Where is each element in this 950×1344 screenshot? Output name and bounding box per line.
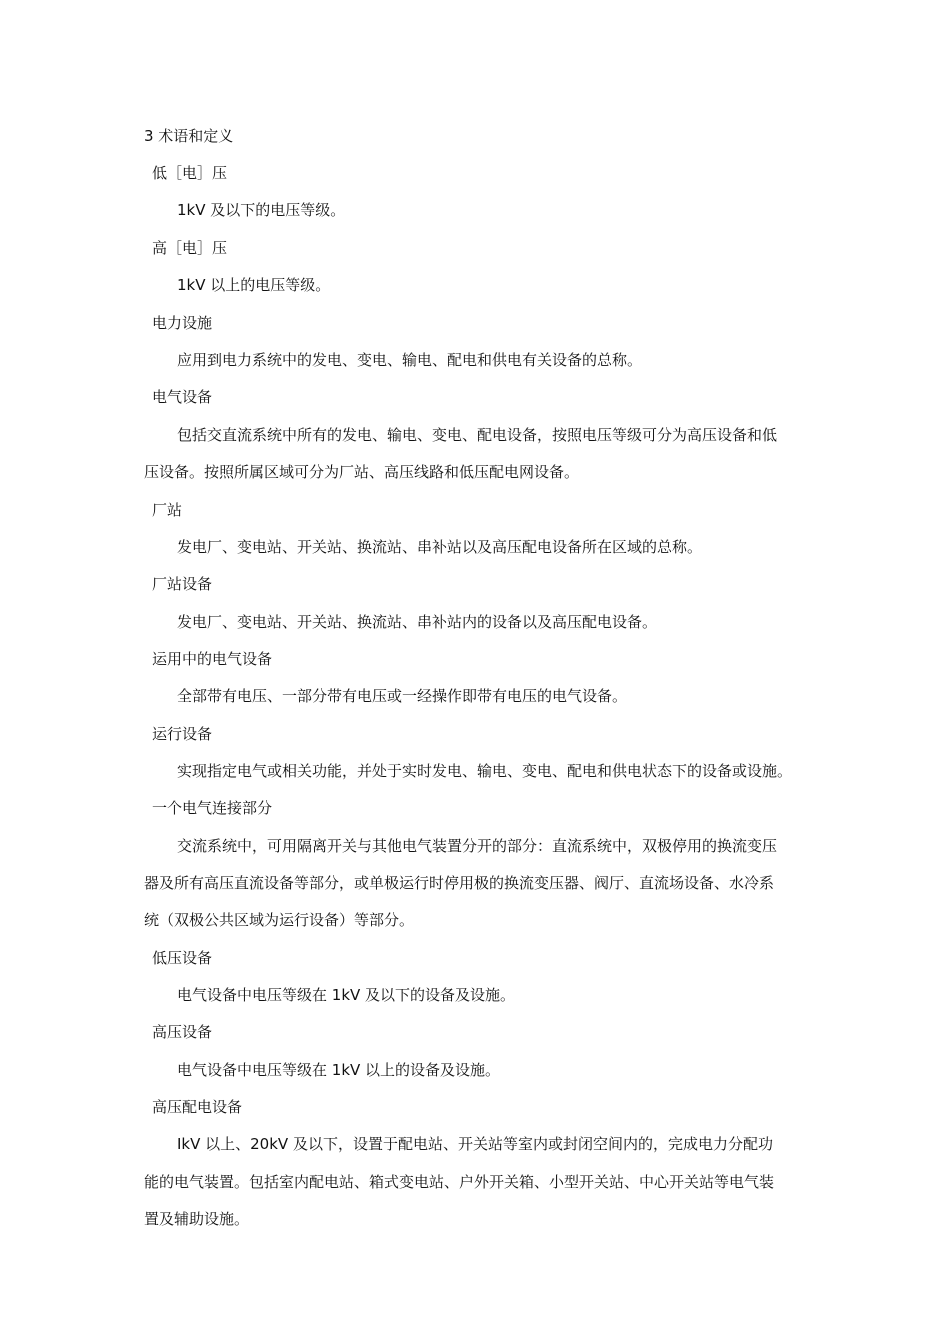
term-definition: 实现指定电气或相关功能，并处于实时发电、输电、变电、配电和供电状态下的设备或设施。 [177,762,793,780]
term-definition: 交流系统中，可用隔离开关与其他电气装置分开的部分：直流系统中，双极停用的换流变压 [177,837,778,855]
term-definition: 1kV 及以下的电压等级。 [177,201,346,219]
term-title: 一个电气连接部分 [152,799,273,817]
term-title: 高［电］压 [152,239,228,257]
term-definition: 1kV 以上的电压等级。 [177,276,331,294]
term-title: 电气设备 [152,388,213,406]
term-definition: IkV 以上、20kV 及以下，设置于配电站、开关站等室内或封闭空间内的，完成电力分配功 [177,1135,773,1153]
term-title: 厂站 [152,501,183,519]
term-definition: 发电厂、变电站、开关站、换流站、串补站内的设备以及高压配电设备。 [177,613,658,631]
term-definition: 压设备。按照所属区域可分为厂站、高压线路和低压配电网设备。 [144,463,580,481]
section-title: 3 术语和定义 [144,127,234,145]
term-definition: 统（双极公共区域为运行设备）等部分。 [144,911,415,929]
term-title: 运行设备 [152,725,213,743]
term-title: 电力设施 [152,314,213,332]
term-title: 低压设备 [152,949,213,967]
term-definition: 电气设备中电压等级在 1kV 及以下的设备及设施。 [177,986,516,1004]
term-title: 运用中的电气设备 [152,650,273,668]
term-definition: 发电厂、变电站、开关站、换流站、串补站以及高压配电设备所在区域的总称。 [177,538,703,556]
term-definition: 置及辅助设施。 [144,1210,250,1228]
term-title: 高压配电设备 [152,1098,243,1116]
term-definition: 能的电气装置。包括室内配电站、箱式变电站、户外开关箱、小型开关站、中心开关站等电气装 [144,1173,775,1191]
term-title: 高压设备 [152,1023,213,1041]
term-title: 厂站设备 [152,575,213,593]
term-definition: 应用到电力系统中的发电、变电、输电、配电和供电有关设备的总称。 [177,351,643,369]
term-title: 低［电］压 [152,164,228,182]
term-definition: 全部带有电压、一部分带有电压或一经操作即带有电压的电气设备。 [177,687,628,705]
term-definition: 包括交直流系统中所有的发电、输电、变电、配电设备，按照电压等级可分为高压设备和低 [177,426,778,444]
term-definition: 电气设备中电压等级在 1kV 以上的设备及设施。 [177,1061,501,1079]
term-definition: 器及所有高压直流设备等部分，或单极运行时停用极的换流变压器、阀厅、直流场设备、水冷系 [144,874,775,892]
